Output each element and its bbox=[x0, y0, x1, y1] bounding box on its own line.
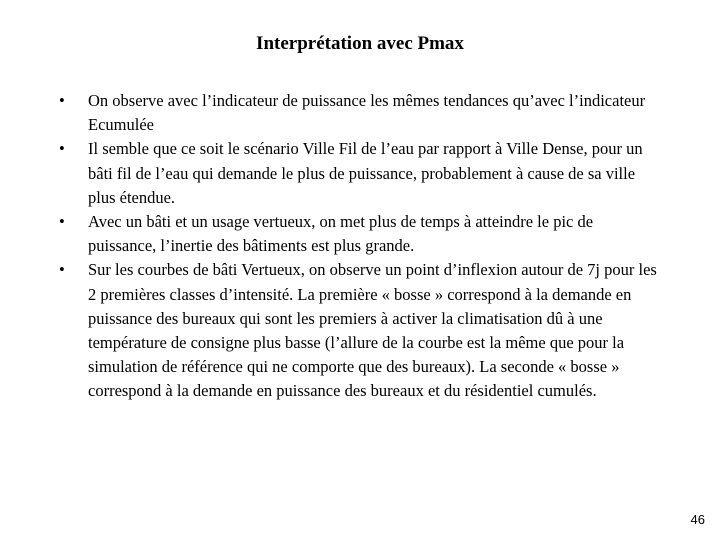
bullet-text: On observe avec l’indicateur de puissance les mêmes tendances qu’avec l’indicateur Ecumulée bbox=[88, 91, 646, 135]
bullet-text: Il semble que ce soit le scénario Ville Fil de l’eau par rapport à Ville Dense, pour un bâti fil de l’eau qui demande le plus de puissance, probablement à cause de sa ville plus étendue. bbox=[88, 139, 643, 207]
bullet-item bbox=[55, 258, 665, 403]
bullet-item bbox=[55, 89, 665, 137]
bullet-marker: • bbox=[59, 212, 65, 232]
bullet-text: Avec un bâti et un usage vertueux, on met plus de temps à atteindre le pic de puissance, l’inertie des bâtiments est plus grande. bbox=[88, 212, 594, 256]
bullet-list bbox=[55, 89, 665, 404]
bullet-item bbox=[55, 210, 665, 258]
bullet-marker: • bbox=[59, 260, 65, 280]
bullet-text: Sur les courbes de bâti Vertueux, on observe un point d’inflexion autour de 7j pour les 2 premières classes d’intensité. La première « bosse » correspond à la demande en puissance des bureaux qui sont les premiers à activer la climatisation dû à une température de consigne plus basse (l’allure de la courbe est la même que pour la simulation de référence qui ne comporte que des bureaux). La seconde « bosse » correspond à la demande en puissance des bureaux et du résidentiel cumulés. bbox=[88, 260, 657, 401]
bullet-item bbox=[55, 137, 665, 210]
page-number: 46 bbox=[690, 512, 705, 527]
bullet-marker: • bbox=[59, 91, 65, 110]
bullet-marker: • bbox=[59, 139, 65, 159]
slide-title: Interprétation avec Pmax bbox=[256, 33, 464, 54]
